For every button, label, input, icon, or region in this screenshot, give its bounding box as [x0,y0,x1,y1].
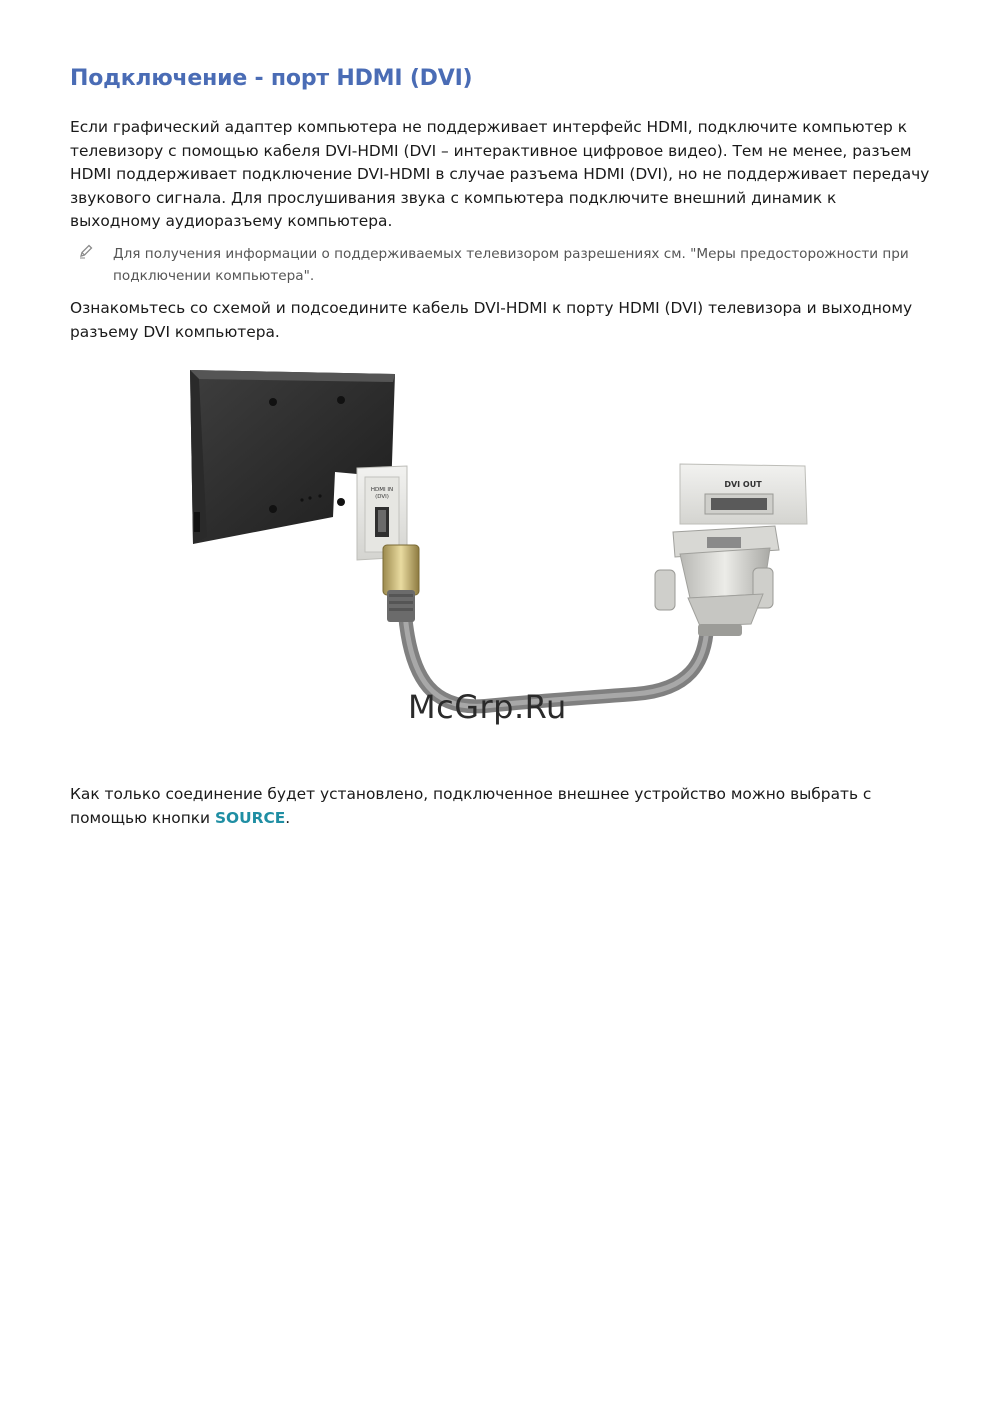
pc-dvi-port [680,464,807,524]
dvi-out-label: DVI OUT [724,480,762,489]
instruction-paragraph: Ознакомьтесь со схемой и подсоедините кабель DVI-HDMI к порту HDMI (DVI) телевизора и выходному разъему DVI компьютера. [70,299,913,341]
note-text: Для получения информации о поддерживаемых телевизором разрешениях см. "Меры предосторожности при подключении компьютера". [113,246,909,284]
connection-diagram [185,362,825,742]
page-title: Подключение - порт HDMI (DVI) [70,66,473,91]
outro-paragraph [70,783,930,830]
hdmi-plug [383,545,419,622]
hdmi-in-label: HDMI IN [370,487,394,493]
dvi-plug [655,526,779,636]
intro-paragraph: Если графический адаптер компьютера не поддерживает интерфейс HDMI, подключите компьютер к телевизору с помощью кабеля DVI-HDMI (DVI – интерактивное цифровое видео). Тем не менее, разъем HDMI поддерживает подключение DVI-HDMI в случае разъема HDMI (DVI), но не поддерживает передачу звукового сигнала. Для прослушивания звука с компьютера подключите внешний динамик к выходному аудиоразъему компьютера. [70,118,930,230]
hdmi-dvi-label: (DVI) [375,494,389,500]
watermark: McGrp.Ru [408,688,567,726]
outro-end: . [285,808,291,827]
outro-text: Как только соединение будет установлено, подключенное внешнее устройство можно выбрать с помощью кнопки [70,785,872,827]
source-button-label: SOURCE [214,808,286,827]
pencil-icon [78,243,94,259]
